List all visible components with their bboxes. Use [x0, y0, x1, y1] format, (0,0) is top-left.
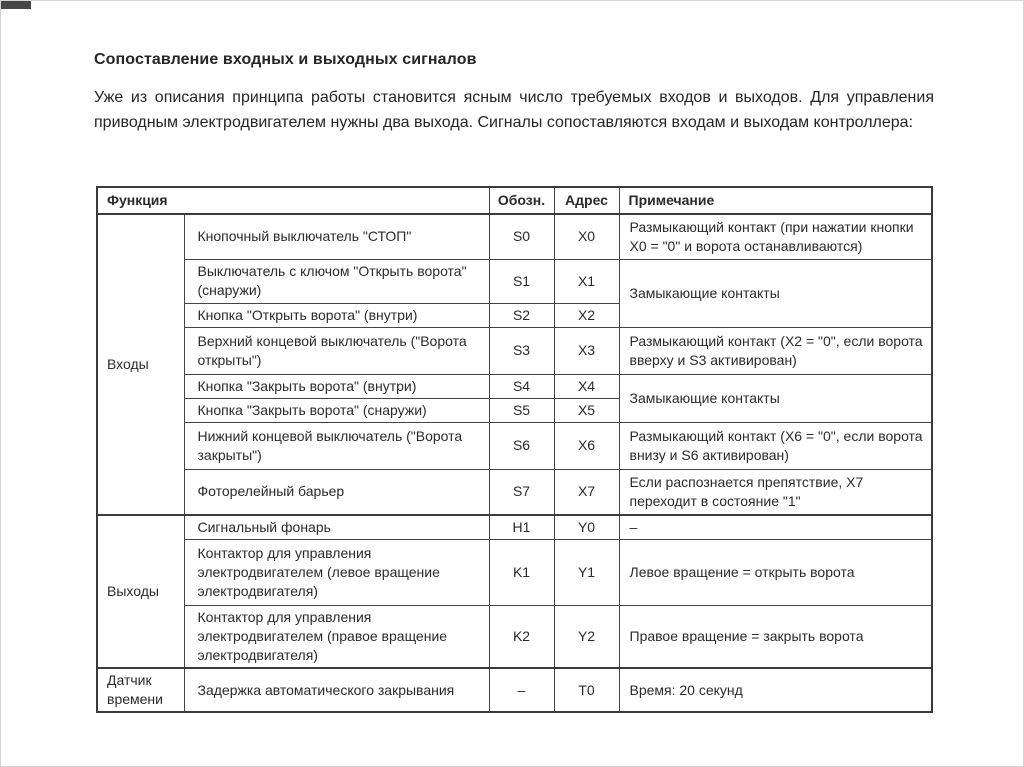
cell-note: –: [619, 515, 932, 540]
cell-desc: Кнопка "Закрыть ворота" (внутри): [184, 374, 489, 398]
cell-address: X6: [554, 422, 619, 469]
cell-address: X5: [554, 398, 619, 422]
cell-symbol: S4: [489, 374, 554, 398]
cell-note: Время: 20 секунд: [619, 668, 932, 712]
cell-address: Y0: [554, 515, 619, 540]
cell-desc: Нижний концевой выключатель ("Ворота закрыты"): [184, 422, 489, 469]
cell-desc: Задержка автоматического закрывания: [184, 668, 489, 712]
page-title: Сопоставление входных и выходных сигналов: [94, 51, 477, 68]
table-row: [97, 668, 932, 712]
cell-symbol: S7: [489, 469, 554, 515]
table-row: [97, 469, 932, 515]
cell-desc: Выключатель с ключом "Открыть ворота" (снаружи): [184, 259, 489, 303]
header-row: [97, 187, 932, 214]
cell-symbol: H1: [489, 515, 554, 540]
cell-note: Правое вращение = закрыть ворота: [619, 606, 932, 669]
col-header-symbol: Обозн.: [489, 187, 554, 214]
table-row: [97, 327, 932, 374]
cell-note: Размыкающий контакт (при нажатии кнопки X0 = "0" и ворота останавливаются): [619, 214, 932, 259]
cell-note: Если распознается препятствие, X7 переходит в состояние "1": [619, 469, 932, 515]
cell-note: Левое вращение = открыть ворота: [619, 540, 932, 606]
cell-note: Размыкающий контакт (X6 = "0", если ворота внизу и S6 активирован): [619, 422, 932, 469]
col-header-address: Адрес: [554, 187, 619, 214]
cell-symbol: S3: [489, 327, 554, 374]
cell-note: Размыкающий контакт (X2 = "0", если ворота вверху и S3 активирован): [619, 327, 932, 374]
table-row: [97, 515, 932, 540]
cell-address: Y1: [554, 540, 619, 606]
cell-address: Y2: [554, 606, 619, 669]
table-row: [97, 606, 932, 669]
cell-desc: Кнопка "Закрыть ворота" (снаружи): [184, 398, 489, 422]
cell-address: X7: [554, 469, 619, 515]
cell-address: T0: [554, 668, 619, 712]
cell-desc: Контактор для управления электродвигателем (левое вращение электродвигателя): [184, 540, 489, 606]
cell-symbol: S6: [489, 422, 554, 469]
col-header-note: Примечание: [619, 187, 932, 214]
cell-desc: Кнопочный выключатель "СТОП": [184, 214, 489, 259]
corner-artifact: [1, 1, 31, 9]
cell-address: X4: [554, 374, 619, 398]
cell-desc: Кнопка "Открыть ворота" (внутри): [184, 303, 489, 327]
group-label-inputs: Входы: [97, 214, 184, 515]
cell-desc: Верхний концевой выключатель ("Ворота открыты"): [184, 327, 489, 374]
cell-symbol: –: [489, 668, 554, 712]
cell-address: X0: [554, 214, 619, 259]
cell-desc: Фоторелейный барьер: [184, 469, 489, 515]
signal-mapping-table: [96, 186, 933, 713]
cell-address: X1: [554, 259, 619, 303]
cell-symbol: K2: [489, 606, 554, 669]
table-row: [97, 422, 932, 469]
cell-note: Замыкающие контакты: [619, 259, 932, 327]
cell-desc: Контактор для управления электродвигателем (правое вращение электродвигателя): [184, 606, 489, 669]
table-row: [97, 259, 932, 303]
col-header-function: Функция: [97, 187, 489, 214]
cell-symbol: S0: [489, 214, 554, 259]
cell-address: X3: [554, 327, 619, 374]
group-label-outputs: Выходы: [97, 515, 184, 668]
cell-symbol: S2: [489, 303, 554, 327]
intro-paragraph: Уже из описания принципа работы становится ясным число требуемых входов и выходов. Для управления приводным электродвигателем нужны два выхода. Сигналы сопоставляются входам и выходам контроллера:: [94, 89, 934, 131]
cell-desc: Сигнальный фонарь: [184, 515, 489, 540]
group-label-timer: Датчик времени: [97, 668, 184, 712]
table-row: [97, 374, 932, 398]
cell-symbol: S1: [489, 259, 554, 303]
cell-symbol: S5: [489, 398, 554, 422]
cell-address: X2: [554, 303, 619, 327]
cell-symbol: K1: [489, 540, 554, 606]
table-row: [97, 214, 932, 259]
table-row: [97, 540, 932, 606]
cell-note: Замыкающие контакты: [619, 374, 932, 422]
